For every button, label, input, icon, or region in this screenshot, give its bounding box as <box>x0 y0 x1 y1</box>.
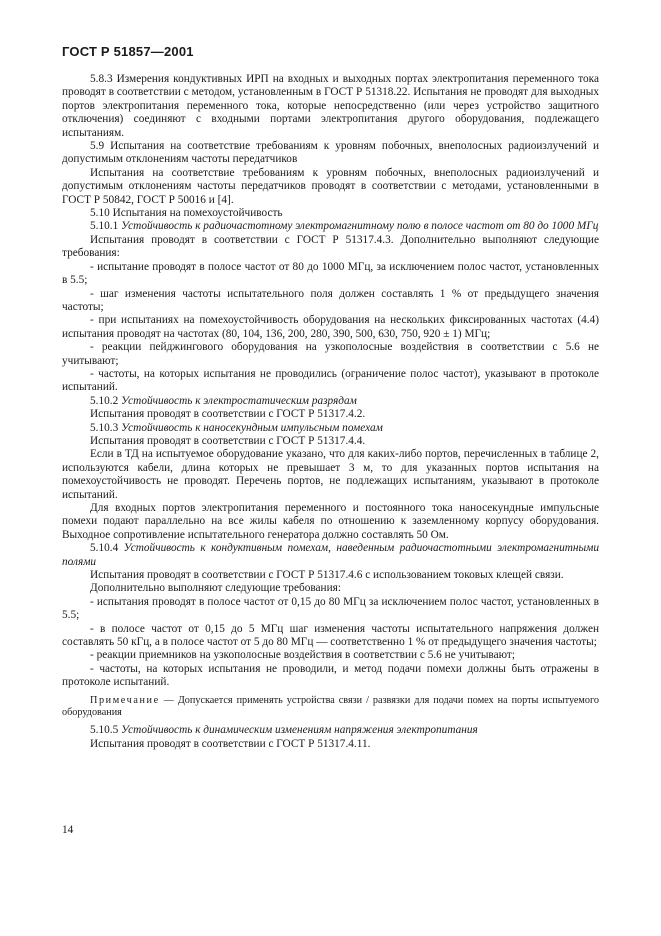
paragraph-5-10-3-body: Испытания проводят в соответствии с ГОСТ Р 51317.4.4. <box>90 434 366 447</box>
list-item: - испытания проводят в полосе частот от 0,15 до 80 МГц за исключением полос частот, установленных в 5.5; <box>62 595 599 622</box>
subsection-heading-5-10-3 <box>62 422 599 435</box>
paragraph-5-10-5-body: Испытания проводят в соответствии с ГОСТ Р 51317.4.11. <box>90 737 371 750</box>
subsection-heading-5-10-2 <box>62 395 599 408</box>
paragraph-5-10-3-power: Для входных портов электропитания переменного и постоянного тока наносекундные импульсные помехи подают параллельно на все жилы кабеля по отношению к заземленному корпусу оборудования. Выходное сопротивление испытательного генератора должно составлять 50 Ом. <box>62 502 599 541</box>
list-item: - шаг изменения частоты испытательного поля должен составлять 1 % от предыдущего значения частоты; <box>62 287 599 313</box>
section-heading-5-10: 5.10 Испытания на помехоустойчивость <box>90 207 283 220</box>
document-body <box>62 73 599 751</box>
section-heading-5-9: 5.9 Испытания на соответствие требованиям к уровням побочных, внеполосных радиоизлучений и допустимым отклонениям частоты передатчиков <box>62 140 599 166</box>
subsection-title: Устойчивость к кондуктивным помехам, наведенным радиочастотными электромагнитными полями <box>62 542 599 568</box>
subsection-number: 5.10.5 <box>90 724 119 737</box>
subsection-title: Устойчивость к радиочастотному электромагнитному полю в полосе частот от 80 до 1000 МГц <box>121 220 599 233</box>
list-item: - реакции приемников на узкополосные воздействия в соответствии с 5.6 не учитывают; <box>90 649 515 662</box>
subsection-number: 5.10.4 <box>90 542 119 555</box>
subsection-heading-5-10-5 <box>62 724 599 737</box>
note-text: — Допускается применять устройства связи / развязки для подачи помех на порты испытуемого оборудования <box>62 694 599 718</box>
subsection-title: Устойчивость к наносекундным импульсным помехам <box>121 421 383 434</box>
subsection-heading-5-10-1 <box>62 220 599 233</box>
paragraph-5-10-4-extra: Дополнительно выполняют следующие требования: <box>90 582 341 595</box>
list-item: - реакции пейджингового оборудования на узкополосные воздействия в соответствии с 5.6 не учитывают; <box>62 341 599 367</box>
paragraph-5-10-4-body: Испытания проводят в соответствии с ГОСТ Р 51317.4.6 с использованием токовых клещей связи. <box>90 569 564 582</box>
subsection-number: 5.10.1 <box>90 220 119 233</box>
note <box>62 695 599 719</box>
paragraph-5-10-2-body: Испытания проводят в соответствии с ГОСТ Р 51317.4.2. <box>90 408 366 421</box>
subsection-title: Устойчивость к динамическим изменениям напряжения электропитания <box>121 724 478 737</box>
list-item: - частоты, на которых испытания не проводились (ограничение полос частот), указывают в протоколе испытаний. <box>62 367 599 394</box>
paragraph-5-9-body: Испытания на соответствие требованиям к уровням побочных, внеполосных радиоизлучений и допустимым отклонениям частоты передатчиков проводят в соответствии с методами, установленными в ГОСТ Р 50842, ГОСТ Р 50016 и [4]. <box>62 166 599 206</box>
subsection-heading-5-10-4 <box>62 542 599 569</box>
list-item: - при испытаниях на помехоустойчивость оборудования на нескольких фиксированных частотах (4.4) испытания проводят на частотах (80, 104, 136, 200, 280, 390, 500, 630, 750, 920 ± 1) МГц; <box>62 314 599 340</box>
page-header-standard-id: ГОСТ Р 51857—2001 <box>62 44 194 59</box>
paragraph-5-8-3: 5.8.3 Измерения кондуктивных ИРП на входных и выходных портах электропитания переменного тока проводят в соответствии с методом, установленным в ГОСТ Р 51318.22. Испытания не проводят для выходных портов электропитания переменного тока, которые непосредственно (или через устройство защитного отключения) соединяют с входными портами электропитания другого оборудования, подлежащего испытаниям. <box>62 73 599 139</box>
note-label: Примечание <box>90 694 160 706</box>
paragraph-5-10-1-body: Испытания проводят в соответствии с ГОСТ Р 51317.4.3. Дополнительно выполняют следующие требования: <box>62 233 599 260</box>
list-item: - в полосе частот от 0,15 до 5 МГц шаг изменения частоты испытательного напряжения должен составлять 50 кГц, а в полосе частот от 5 до 80 МГц — соответственно 1 % от предыдущего значения частоты; <box>62 622 599 649</box>
subsection-number: 5.10.2 <box>90 394 119 407</box>
paragraph-5-10-3-ports: Если в ТД на испытуемое оборудование указано, что для каких-либо портов, перечисленных в таблице 2, используются кабели, длина которых не превышает 3 м, то для указанных портов испытания на помехоустойчивость не проводят. Перечень портов, не подлежащих испытаниям, указывают в протоколе испытаний. <box>62 448 599 501</box>
subsection-number: 5.10.3 <box>90 421 119 434</box>
list-item: - испытание проводят в полосе частот от 80 до 1000 МГц, за исключением полос частот, установленных в 5.5; <box>62 260 599 287</box>
subsection-title: Устойчивость к электростатическим разрядам <box>121 394 357 407</box>
list-item: - частоты, на которых испытания не проводили, и метод подачи помехи должны быть отражены в протоколе испытаний. <box>62 662 599 689</box>
page-number: 14 <box>62 824 74 836</box>
